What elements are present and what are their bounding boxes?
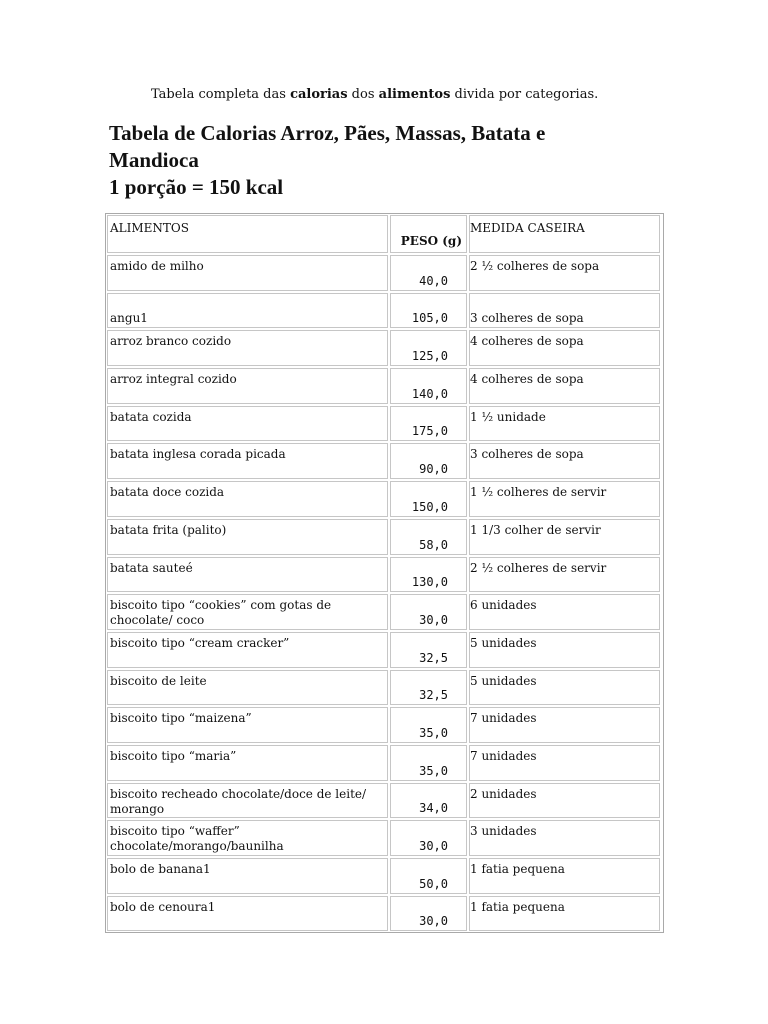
food-cell — [107, 745, 388, 781]
header-cell-food — [107, 215, 388, 253]
food-cell — [107, 330, 388, 366]
measure-value: 6 unidades — [470, 598, 537, 613]
weight-value: 130,0 — [411, 575, 448, 590]
food-cell — [107, 858, 388, 894]
weight-cell — [390, 783, 467, 819]
measure-value: 1 fatia pequena — [470, 862, 565, 876]
table-row — [106, 744, 663, 782]
table-row — [106, 556, 663, 594]
food-cell — [107, 255, 388, 291]
calorie-table — [105, 213, 664, 933]
food-cell — [107, 707, 388, 743]
weight-value: 30,0 — [419, 914, 448, 929]
measure-value: 5 unidades — [470, 635, 537, 650]
weight-cell — [390, 330, 467, 366]
table-row — [106, 367, 663, 405]
header-cell-measure — [469, 215, 660, 253]
food-name: biscoito tipo “maizena” — [110, 711, 252, 726]
measure-cell — [469, 896, 660, 932]
food-name: bolo de banana1 — [110, 862, 211, 876]
weight-value: 140,0 — [411, 386, 448, 401]
weight-value: 58,0 — [419, 537, 448, 552]
weight-cell — [390, 745, 467, 781]
table-row — [106, 480, 663, 518]
food-cell — [107, 406, 388, 442]
table-row — [106, 631, 663, 669]
measure-value: 3 unidades — [470, 824, 537, 839]
food-name: batata cozida — [110, 409, 192, 424]
food-cell — [107, 443, 388, 479]
weight-value: 35,0 — [419, 725, 448, 740]
table-row — [106, 518, 663, 556]
measure-value: 2 ½ colheres de servir — [470, 560, 607, 575]
measure-cell — [469, 632, 660, 668]
measure-value: 3 colheres de sopa — [470, 311, 584, 326]
intro-bold-calorias: calorias — [290, 87, 348, 102]
table-row — [106, 593, 663, 631]
measure-value: 7 unidades — [470, 711, 537, 726]
food-name: angu1 — [110, 311, 148, 326]
title-line-2: Mandioca — [109, 148, 199, 172]
intro-part-2: dos — [347, 87, 379, 102]
measure-cell — [469, 783, 660, 819]
measure-cell — [469, 594, 660, 630]
measure-value: 1 fatia pequena — [470, 899, 565, 914]
table-row — [106, 442, 663, 480]
food-name: biscoito tipo “waffer” chocolate/morango/baunilha — [110, 824, 284, 854]
measure-cell — [469, 745, 660, 781]
weight-cell — [390, 594, 467, 630]
weight-cell — [390, 557, 467, 593]
measure-cell — [469, 519, 660, 555]
food-cell — [107, 293, 388, 329]
intro-part-3: divida por categorias. — [450, 87, 599, 102]
table-row — [106, 895, 663, 933]
table-row — [106, 857, 663, 895]
measure-cell — [469, 330, 660, 366]
weight-value: 50,0 — [419, 876, 448, 891]
weight-cell — [390, 368, 467, 404]
weight-value: 175,0 — [411, 424, 448, 439]
measure-value: 3 colheres de sopa — [470, 447, 584, 462]
measure-cell — [469, 293, 660, 329]
weight-value: 32,5 — [419, 688, 448, 703]
food-cell — [107, 481, 388, 517]
measure-cell — [469, 368, 660, 404]
food-cell — [107, 670, 388, 706]
food-name: biscoito tipo “maria” — [110, 748, 237, 763]
measure-value: 4 colheres de sopa — [470, 334, 584, 349]
weight-cell — [390, 255, 467, 291]
measure-cell — [469, 820, 660, 856]
title-portion: 1 porção = 150 kcal — [109, 175, 284, 199]
measure-value: 7 unidades — [470, 748, 537, 763]
table-row — [106, 405, 663, 443]
measure-value: 1 ½ unidade — [470, 409, 546, 424]
table-row — [106, 292, 663, 330]
food-cell — [107, 557, 388, 593]
measure-cell — [469, 670, 660, 706]
food-cell — [107, 632, 388, 668]
weight-cell — [390, 293, 467, 329]
measure-value: 1 ½ colheres de servir — [470, 485, 607, 500]
food-name: biscoito de leite — [110, 673, 207, 688]
page-title — [109, 120, 669, 201]
weight-cell — [390, 406, 467, 442]
measure-value: 2 ½ colheres de sopa — [470, 259, 600, 273]
measure-value: 2 unidades — [470, 786, 537, 801]
food-name: batata frita (palito) — [110, 522, 227, 537]
food-cell — [107, 896, 388, 932]
food-name: batata inglesa corada picada — [110, 447, 286, 462]
weight-cell — [390, 707, 467, 743]
weight-value: 34,0 — [419, 801, 448, 816]
intro-bold-alimentos: alimentos — [378, 87, 451, 102]
table-row — [106, 706, 663, 744]
food-cell — [107, 783, 388, 819]
measure-cell — [469, 406, 660, 442]
table-body — [106, 254, 663, 932]
weight-cell — [390, 896, 467, 932]
measure-cell — [469, 255, 660, 291]
weight-value: 125,0 — [411, 349, 448, 364]
intro-text — [151, 86, 751, 104]
food-name: bolo de cenoura1 — [110, 899, 216, 914]
food-name: batata sauteé — [110, 560, 193, 575]
food-cell — [107, 519, 388, 555]
header-measure-label: MEDIDA CASEIRA — [470, 221, 585, 235]
food-cell — [107, 594, 388, 630]
table-row — [106, 254, 663, 292]
food-name: arroz integral cozido — [110, 372, 237, 387]
weight-value: 30,0 — [419, 612, 448, 627]
food-cell — [107, 820, 388, 856]
table-row — [106, 669, 663, 707]
food-name: batata doce cozida — [110, 485, 225, 500]
weight-cell — [390, 443, 467, 479]
table-row — [106, 329, 663, 367]
header-food-label: ALIMENTOS — [110, 221, 189, 235]
header-weight-label: PESO (g) — [400, 234, 462, 248]
table-row — [106, 819, 663, 857]
weight-cell — [390, 670, 467, 706]
measure-cell — [469, 443, 660, 479]
measure-value: 4 colheres de sopa — [470, 372, 584, 387]
table-header-row — [106, 214, 663, 254]
title-line-1: Tabela de Calorias Arroz, Pães, Massas, Batata e — [109, 121, 546, 145]
food-name: biscoito tipo “cookies” com gotas de chocolate/ coco — [110, 598, 332, 628]
food-name: biscoito recheado chocolate/doce de leite/ morango — [110, 786, 367, 816]
weight-cell — [390, 632, 467, 668]
header-cell-weight — [390, 215, 467, 253]
measure-cell — [469, 557, 660, 593]
food-name: arroz branco cozido — [110, 334, 232, 349]
food-cell — [107, 368, 388, 404]
table-row — [106, 782, 663, 820]
weight-cell — [390, 481, 467, 517]
measure-cell — [469, 481, 660, 517]
weight-cell — [390, 820, 467, 856]
weight-cell — [390, 858, 467, 894]
weight-value: 35,0 — [419, 763, 448, 778]
weight-value: 30,0 — [419, 839, 448, 853]
food-name: amido de milho — [110, 259, 204, 273]
weight-cell — [390, 519, 467, 555]
food-name: biscoito tipo “cream cracker” — [110, 635, 290, 650]
weight-value: 90,0 — [419, 462, 448, 477]
weight-value: 105,0 — [411, 311, 448, 326]
weight-value: 32,5 — [419, 650, 448, 665]
measure-cell — [469, 707, 660, 743]
measure-cell — [469, 858, 660, 894]
weight-value: 40,0 — [419, 273, 448, 288]
measure-value: 1 1/3 colher de servir — [470, 522, 601, 537]
measure-value: 5 unidades — [470, 673, 537, 688]
weight-value: 150,0 — [411, 499, 448, 514]
intro-part-1: Tabela completa das — [151, 87, 291, 102]
